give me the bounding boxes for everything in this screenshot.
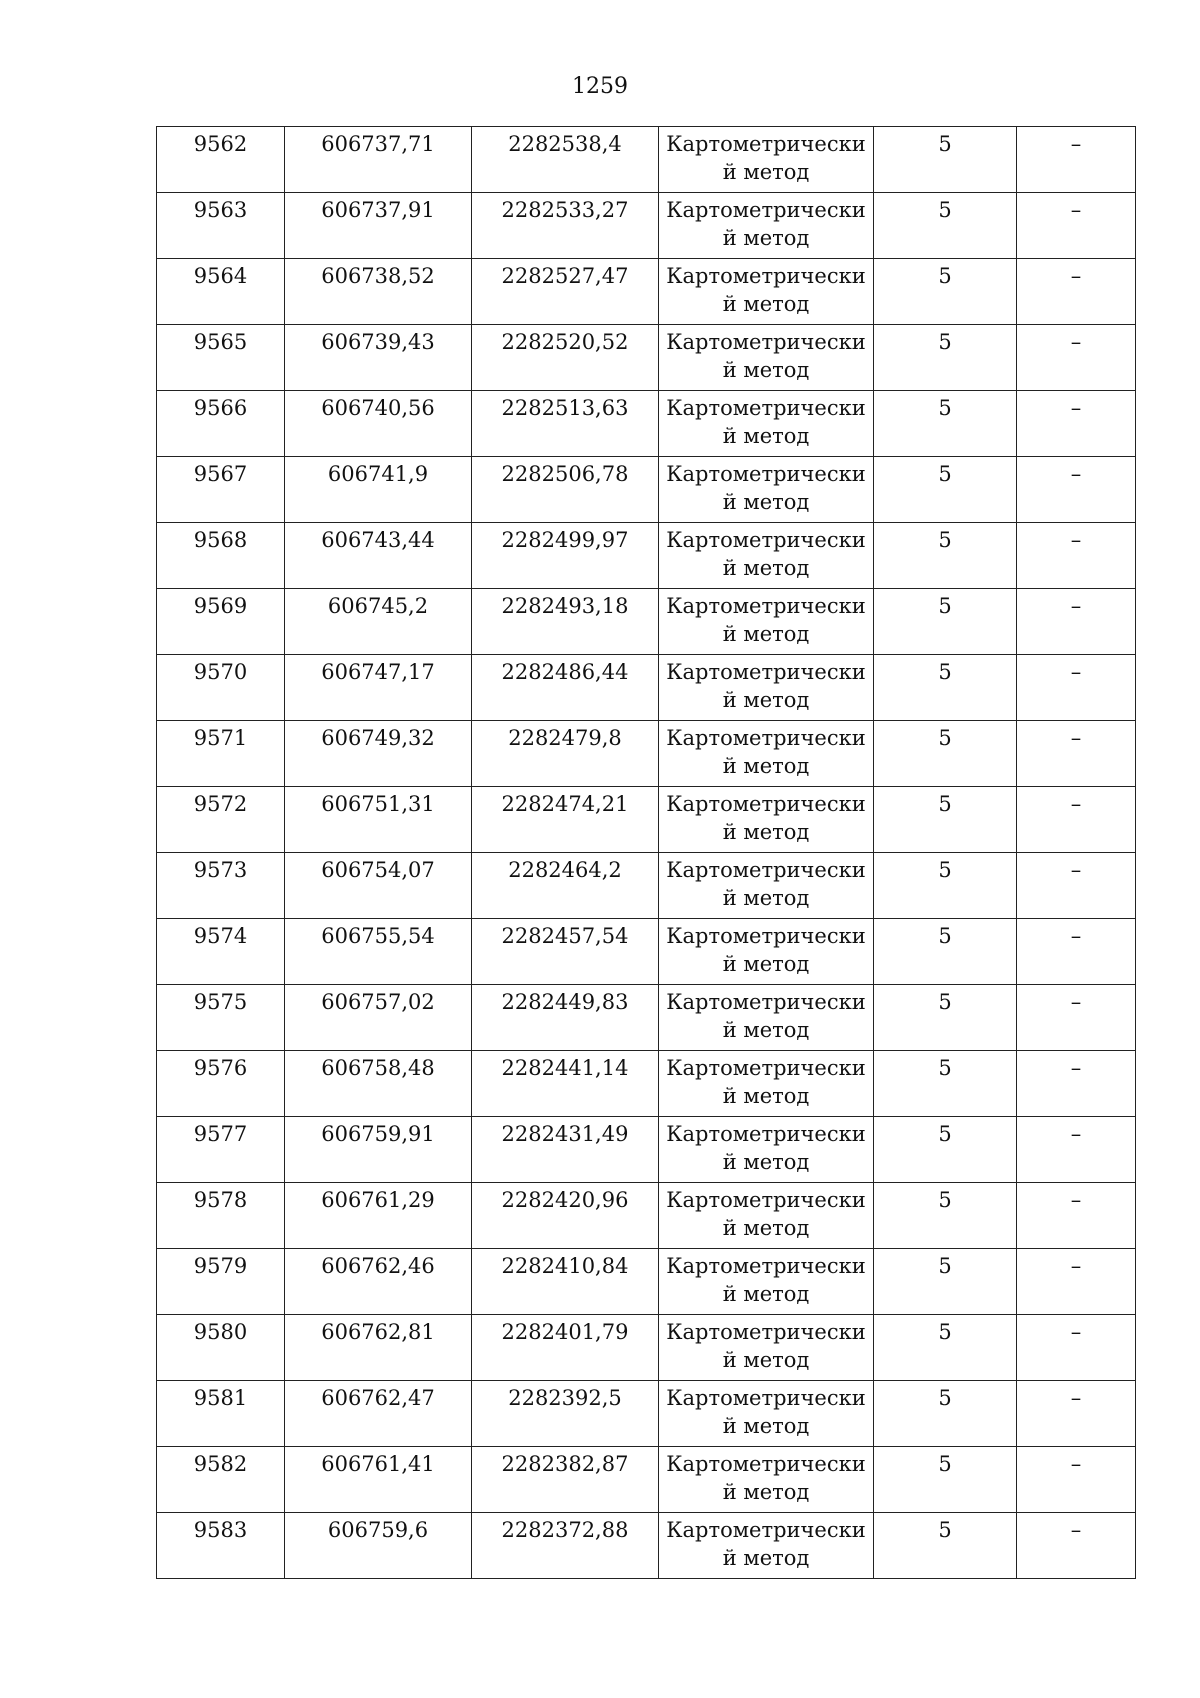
- method-line1: Картометрически: [666, 1320, 866, 1344]
- method-line1: Картометрически: [666, 396, 866, 420]
- method-line1: Картометрически: [666, 726, 866, 750]
- method-line2: й метод: [722, 1150, 810, 1174]
- method-cell: [659, 1051, 874, 1117]
- point-number-cell: 9582: [157, 1447, 285, 1513]
- y-coordinate-cell: 2282486,44: [472, 655, 659, 721]
- y-coordinate-cell: 2282457,54: [472, 919, 659, 985]
- table-row: [157, 391, 1136, 457]
- description-cell: –: [1017, 127, 1136, 193]
- method-cell: [659, 787, 874, 853]
- error-cell: 5: [874, 1051, 1017, 1117]
- point-number-cell: 9580: [157, 1315, 285, 1381]
- x-coordinate-cell: 606755,54: [285, 919, 472, 985]
- y-coordinate-cell: 2282372,88: [472, 1513, 659, 1579]
- description-cell: –: [1017, 391, 1136, 457]
- method-line2: й метод: [722, 160, 810, 184]
- y-coordinate-cell: 2282499,97: [472, 523, 659, 589]
- point-number-cell: 9566: [157, 391, 285, 457]
- y-coordinate-cell: 2282513,63: [472, 391, 659, 457]
- method-line2: й метод: [722, 1546, 810, 1570]
- y-coordinate-cell: 2282506,78: [472, 457, 659, 523]
- method-cell: [659, 259, 874, 325]
- method-line2: й метод: [722, 688, 810, 712]
- method-line1: Картометрически: [666, 198, 866, 222]
- y-coordinate-cell: 2282441,14: [472, 1051, 659, 1117]
- point-number-cell: 9579: [157, 1249, 285, 1315]
- error-cell: 5: [874, 1183, 1017, 1249]
- method-line2: й метод: [722, 1282, 810, 1306]
- x-coordinate-cell: 606737,71: [285, 127, 472, 193]
- table-row: [157, 127, 1136, 193]
- point-number-cell: 9571: [157, 721, 285, 787]
- description-cell: –: [1017, 985, 1136, 1051]
- x-coordinate-cell: 606754,07: [285, 853, 472, 919]
- x-coordinate-cell: 606762,47: [285, 1381, 472, 1447]
- error-cell: 5: [874, 259, 1017, 325]
- description-cell: –: [1017, 1117, 1136, 1183]
- point-number-cell: 9562: [157, 127, 285, 193]
- x-coordinate-cell: 606757,02: [285, 985, 472, 1051]
- error-cell: 5: [874, 655, 1017, 721]
- point-number-cell: 9567: [157, 457, 285, 523]
- coordinates-table-body: [157, 127, 1136, 1579]
- method-line2: й метод: [722, 556, 810, 580]
- method-line2: й метод: [722, 358, 810, 382]
- error-cell: 5: [874, 1315, 1017, 1381]
- table-row: [157, 1381, 1136, 1447]
- method-line1: Картометрически: [666, 1452, 866, 1476]
- method-line1: Картометрически: [666, 132, 866, 156]
- x-coordinate-cell: 606751,31: [285, 787, 472, 853]
- point-number-cell: 9570: [157, 655, 285, 721]
- method-cell: [659, 1249, 874, 1315]
- y-coordinate-cell: 2282533,27: [472, 193, 659, 259]
- error-cell: 5: [874, 1117, 1017, 1183]
- description-cell: –: [1017, 853, 1136, 919]
- x-coordinate-cell: 606759,6: [285, 1513, 472, 1579]
- method-line2: й метод: [722, 622, 810, 646]
- coordinates-table: [156, 126, 1136, 1579]
- description-cell: –: [1017, 589, 1136, 655]
- y-coordinate-cell: 2282431,49: [472, 1117, 659, 1183]
- error-cell: 5: [874, 325, 1017, 391]
- table-row: [157, 1183, 1136, 1249]
- method-line2: й метод: [722, 1084, 810, 1108]
- description-cell: –: [1017, 1381, 1136, 1447]
- method-line1: Картометрически: [666, 858, 866, 882]
- description-cell: –: [1017, 655, 1136, 721]
- y-coordinate-cell: 2282520,52: [472, 325, 659, 391]
- y-coordinate-cell: 2282410,84: [472, 1249, 659, 1315]
- method-line2: й метод: [722, 886, 810, 910]
- x-coordinate-cell: 606743,44: [285, 523, 472, 589]
- method-cell: [659, 1183, 874, 1249]
- table-row: [157, 1117, 1136, 1183]
- method-cell: [659, 523, 874, 589]
- point-number-cell: 9577: [157, 1117, 285, 1183]
- method-line1: Картометрически: [666, 792, 866, 816]
- method-cell: [659, 1513, 874, 1579]
- method-line2: й метод: [722, 1480, 810, 1504]
- description-cell: –: [1017, 457, 1136, 523]
- table-row: [157, 523, 1136, 589]
- y-coordinate-cell: 2282464,2: [472, 853, 659, 919]
- y-coordinate-cell: 2282401,79: [472, 1315, 659, 1381]
- method-cell: [659, 985, 874, 1051]
- error-cell: 5: [874, 1381, 1017, 1447]
- error-cell: 5: [874, 1447, 1017, 1513]
- description-cell: –: [1017, 193, 1136, 259]
- table-row: [157, 1315, 1136, 1381]
- y-coordinate-cell: 2282392,5: [472, 1381, 659, 1447]
- error-cell: 5: [874, 391, 1017, 457]
- description-cell: –: [1017, 1513, 1136, 1579]
- y-coordinate-cell: 2282420,96: [472, 1183, 659, 1249]
- point-number-cell: 9565: [157, 325, 285, 391]
- table-row: [157, 655, 1136, 721]
- method-cell: [659, 457, 874, 523]
- method-line2: й метод: [722, 292, 810, 316]
- error-cell: 5: [874, 1249, 1017, 1315]
- description-cell: –: [1017, 1315, 1136, 1381]
- x-coordinate-cell: 606739,43: [285, 325, 472, 391]
- method-line2: й метод: [722, 1348, 810, 1372]
- point-number-cell: 9568: [157, 523, 285, 589]
- point-number-cell: 9569: [157, 589, 285, 655]
- table-row: [157, 1249, 1136, 1315]
- description-cell: –: [1017, 523, 1136, 589]
- point-number-cell: 9583: [157, 1513, 285, 1579]
- x-coordinate-cell: 606747,17: [285, 655, 472, 721]
- point-number-cell: 9563: [157, 193, 285, 259]
- method-cell: [659, 853, 874, 919]
- method-line1: Картометрически: [666, 594, 866, 618]
- method-line1: Картометрически: [666, 990, 866, 1014]
- x-coordinate-cell: 606741,9: [285, 457, 472, 523]
- point-number-cell: 9572: [157, 787, 285, 853]
- method-line1: Картометрически: [666, 1188, 866, 1212]
- point-number-cell: 9573: [157, 853, 285, 919]
- method-line1: Картометрически: [666, 1518, 866, 1542]
- method-line2: й метод: [722, 226, 810, 250]
- table-row: [157, 853, 1136, 919]
- table-row: [157, 589, 1136, 655]
- method-line1: Картометрически: [666, 264, 866, 288]
- error-cell: 5: [874, 787, 1017, 853]
- method-line1: Картометрически: [666, 528, 866, 552]
- description-cell: –: [1017, 1249, 1136, 1315]
- description-cell: –: [1017, 1051, 1136, 1117]
- method-line1: Картометрически: [666, 330, 866, 354]
- point-number-cell: 9581: [157, 1381, 285, 1447]
- description-cell: –: [1017, 919, 1136, 985]
- method-cell: [659, 193, 874, 259]
- method-line2: й метод: [722, 1216, 810, 1240]
- table-row: [157, 193, 1136, 259]
- x-coordinate-cell: 606749,32: [285, 721, 472, 787]
- table-row: [157, 919, 1136, 985]
- method-line1: Картометрически: [666, 1122, 866, 1146]
- table-row: [157, 721, 1136, 787]
- method-line1: Картометрически: [666, 1254, 866, 1278]
- error-cell: 5: [874, 457, 1017, 523]
- method-cell: [659, 391, 874, 457]
- description-cell: –: [1017, 1447, 1136, 1513]
- description-cell: –: [1017, 1183, 1136, 1249]
- point-number-cell: 9574: [157, 919, 285, 985]
- method-line2: й метод: [722, 754, 810, 778]
- point-number-cell: 9578: [157, 1183, 285, 1249]
- method-line1: Картометрически: [666, 1056, 866, 1080]
- error-cell: 5: [874, 985, 1017, 1051]
- method-line1: Картометрически: [666, 660, 866, 684]
- point-number-cell: 9564: [157, 259, 285, 325]
- page-number: 1259: [572, 74, 628, 99]
- x-coordinate-cell: 606758,48: [285, 1051, 472, 1117]
- table-row: [157, 787, 1136, 853]
- x-coordinate-cell: 606762,81: [285, 1315, 472, 1381]
- error-cell: 5: [874, 589, 1017, 655]
- method-line2: й метод: [722, 1018, 810, 1042]
- method-line2: й метод: [722, 820, 810, 844]
- method-line2: й метод: [722, 952, 810, 976]
- table-row: [157, 985, 1136, 1051]
- error-cell: 5: [874, 193, 1017, 259]
- y-coordinate-cell: 2282382,87: [472, 1447, 659, 1513]
- table-row: [157, 457, 1136, 523]
- method-line1: Картометрически: [666, 924, 866, 948]
- y-coordinate-cell: 2282538,4: [472, 127, 659, 193]
- method-cell: [659, 127, 874, 193]
- x-coordinate-cell: 606745,2: [285, 589, 472, 655]
- description-cell: –: [1017, 721, 1136, 787]
- description-cell: –: [1017, 325, 1136, 391]
- method-line1: Картометрически: [666, 1386, 866, 1410]
- method-line1: Картометрически: [666, 462, 866, 486]
- x-coordinate-cell: 606740,56: [285, 391, 472, 457]
- error-cell: 5: [874, 853, 1017, 919]
- table-row: [157, 1051, 1136, 1117]
- method-line2: й метод: [722, 424, 810, 448]
- method-cell: [659, 325, 874, 391]
- x-coordinate-cell: 606761,41: [285, 1447, 472, 1513]
- y-coordinate-cell: 2282449,83: [472, 985, 659, 1051]
- x-coordinate-cell: 606761,29: [285, 1183, 472, 1249]
- table-row: [157, 1447, 1136, 1513]
- method-line2: й метод: [722, 1414, 810, 1438]
- x-coordinate-cell: 606737,91: [285, 193, 472, 259]
- x-coordinate-cell: 606762,46: [285, 1249, 472, 1315]
- table-row: [157, 325, 1136, 391]
- method-cell: [659, 655, 874, 721]
- point-number-cell: 9575: [157, 985, 285, 1051]
- method-cell: [659, 919, 874, 985]
- method-line2: й метод: [722, 490, 810, 514]
- description-cell: –: [1017, 259, 1136, 325]
- x-coordinate-cell: 606759,91: [285, 1117, 472, 1183]
- method-cell: [659, 589, 874, 655]
- y-coordinate-cell: 2282479,8: [472, 721, 659, 787]
- error-cell: 5: [874, 721, 1017, 787]
- error-cell: 5: [874, 1513, 1017, 1579]
- x-coordinate-cell: 606738,52: [285, 259, 472, 325]
- method-cell: [659, 721, 874, 787]
- table-row: [157, 1513, 1136, 1579]
- method-cell: [659, 1381, 874, 1447]
- method-cell: [659, 1117, 874, 1183]
- description-cell: –: [1017, 787, 1136, 853]
- point-number-cell: 9576: [157, 1051, 285, 1117]
- y-coordinate-cell: 2282493,18: [472, 589, 659, 655]
- error-cell: 5: [874, 523, 1017, 589]
- y-coordinate-cell: 2282474,21: [472, 787, 659, 853]
- y-coordinate-cell: 2282527,47: [472, 259, 659, 325]
- table-row: [157, 259, 1136, 325]
- method-cell: [659, 1447, 874, 1513]
- method-cell: [659, 1315, 874, 1381]
- error-cell: 5: [874, 919, 1017, 985]
- error-cell: 5: [874, 127, 1017, 193]
